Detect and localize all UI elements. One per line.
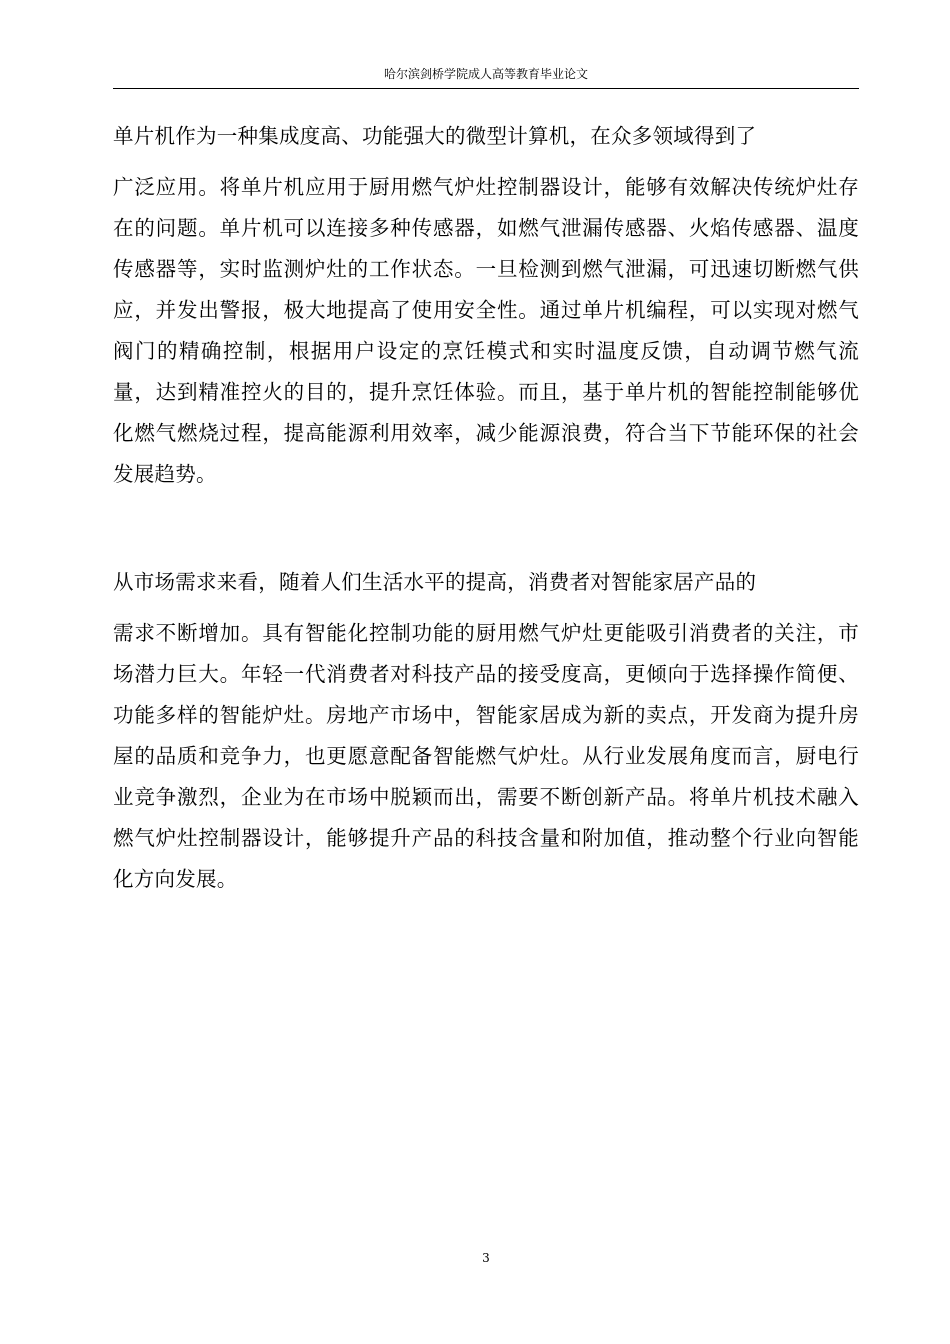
paragraph-2-body: 需求不断增加。具有智能化控制功能的厨用燃气炉灶更能吸引消费者的关注，市场潜力巨大。年轻一代消费者对科技产品的接受度高，更倾向于选择操作简便、功能多样的智能炉灶。房地产市场中，智能家居成为新的卖点，开发商为提升房屋的品质和竞争力，也更愿意配备智能燃气炉灶。从行业发展角度而言，厨电行业竞争激烈，企业为在市场中脱颖而出，需要不断创新产品。将单片机技术融入燃气炉灶控制器设计，能够提升产品的科技含量和附加值，推动整个行业向智能化方向发展。 <box>113 621 859 891</box>
paragraph-1-body: 广泛应用。将单片机应用于厨用燃气炉灶控制器设计，能够有效解决传统炉灶存在的问题。单片机可以连接多种传感器，如燃气泄漏传感器、火焰传感器、温度传感器等，实时监测炉灶的工作状态。一旦检测到燃气泄漏，可迅速切断燃气供应，并发出警报，极大地提高了使用安全性。通过单片机编程，可以实现对燃气阀门的精确控制，根据用户设定的烹饪模式和实时温度反馈，自动调节燃气流量，达到精准控火的目的，提升烹饪体验。而且，基于单片机的智能控制能够优化燃气燃烧过程，提高能源利用效率，减少能源浪费，符合当下节能环保的社会发展趋势。 <box>113 175 859 486</box>
paragraph-1-first-line: 单片机作为一种集成度高、功能强大的微型计算机，在众多领域得到了 <box>113 124 757 148</box>
page-number: 3 <box>482 1251 490 1265</box>
body-paragraph-1 <box>113 116 859 495</box>
body-paragraph-2 <box>113 562 859 900</box>
page-header: 哈尔滨剑桥学院成人高等教育毕业论文 <box>383 67 588 81</box>
header-divider <box>113 88 859 89</box>
paragraph-2-first-line: 从市场需求来看，随着人们生活水平的提高，消费者对智能家居产品的 <box>113 570 757 594</box>
